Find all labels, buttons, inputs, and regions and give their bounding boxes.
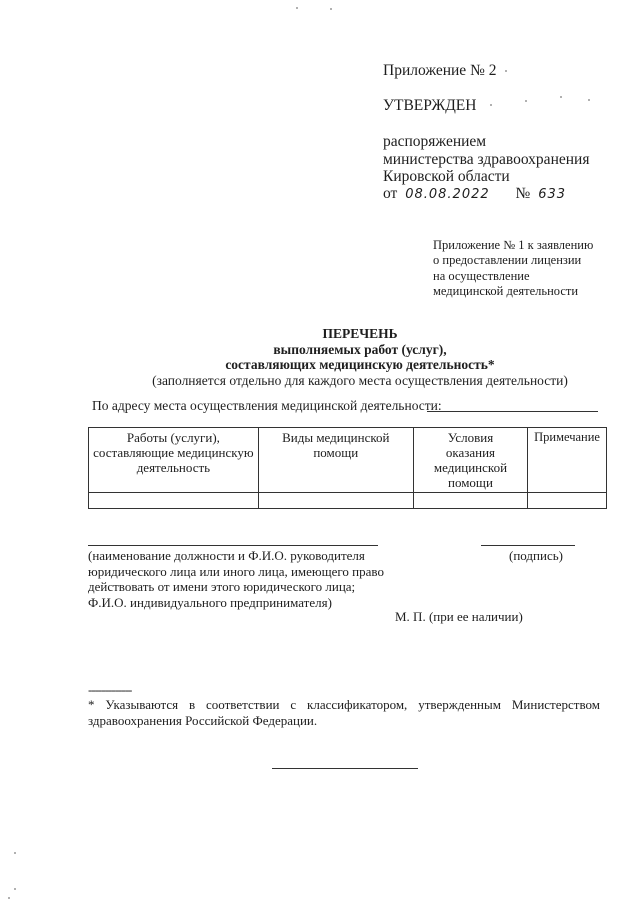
table-header-row (89, 428, 607, 493)
table-cell[interactable] (413, 493, 527, 509)
title-line-1: ПЕРЕЧЕНЬ (322, 326, 398, 341)
appendix1-line-3: на осуществление (433, 268, 530, 283)
scan-speckle (8, 897, 10, 899)
name-blank-line[interactable] (88, 545, 378, 546)
header-care-types: Виды медицинской помощи (258, 428, 413, 493)
number-prefix: № (515, 185, 531, 202)
header-conditions: Условия оказания медицинской помощи (413, 428, 527, 493)
scan-speckle (14, 888, 16, 890)
approval-line-2: министерства здравоохранения (383, 151, 590, 168)
table-cell[interactable] (528, 493, 607, 509)
table-cell[interactable] (89, 493, 259, 509)
appendix1-block (433, 238, 593, 299)
caption-line-3: действовать от имени этого юридического лица; (88, 579, 356, 594)
caption-line-2: юридического лица или иного лица, имеющего право (88, 563, 384, 579)
scan-speckle (505, 70, 507, 72)
title-line-2: выполняемых работ (услуг), (273, 341, 447, 357)
signature-blank-line[interactable] (481, 545, 575, 546)
title-line-4: (заполняется отдельно для каждого места осуществления деятельности) (152, 372, 568, 388)
scan-speckle (490, 104, 492, 106)
header-notes: Примечание (528, 428, 607, 493)
appendix1-line-2: о предоставлении лицензии (433, 253, 582, 268)
caption-line-4: Ф.И.О. индивидуального предпринимателя) (88, 594, 332, 610)
approval-date-row (383, 185, 566, 204)
caption-line-1: (наименование должности и Ф.И.О. руководителя (88, 548, 365, 563)
scan-speckle (14, 852, 16, 854)
table-row (89, 493, 607, 509)
approved-heading: УТВЕРЖДЕН (383, 97, 477, 114)
title-line-3: составляющих медицинскую деятельность* (225, 357, 495, 372)
date-prefix: от (383, 185, 398, 202)
closing-rule (272, 768, 418, 769)
sign-caption: (подпись) (509, 548, 563, 563)
approval-line-1: распоряжением (383, 133, 487, 150)
handwritten-date: 08.08.2022 (405, 187, 490, 202)
appendix1-line-1: Приложение № 1 к заявлению (433, 238, 594, 252)
scan-speckle (588, 99, 590, 101)
scan-speckle (330, 8, 332, 10)
approval-line-3: Кировской области (383, 168, 510, 185)
services-table (88, 427, 607, 509)
document-title (60, 326, 640, 388)
footnote-text: * Указываются в соответствии с классификатором, утвержденным Министерством здравоохранения Российской Федерации. (88, 697, 600, 728)
table-cell[interactable] (258, 493, 413, 509)
footnote-separator: ------------- (88, 682, 132, 697)
appendix1-line-4: медицинской деятельности (433, 283, 579, 298)
scan-speckle (525, 100, 527, 102)
address-blank-line[interactable] (427, 411, 598, 412)
appendix-number: Приложение № 2 (383, 62, 497, 79)
signature-caption (88, 548, 384, 610)
header-works: Работы (услуги), составляющие медицинскую деятельность (89, 428, 259, 493)
address-label: По адресу места осуществления медицинской деятельности: (92, 398, 442, 413)
scan-speckle (296, 7, 298, 9)
handwritten-number: 633 (538, 187, 567, 202)
scan-speckle (560, 96, 562, 98)
stamp-place: М. П. (при ее наличии) (395, 609, 523, 624)
